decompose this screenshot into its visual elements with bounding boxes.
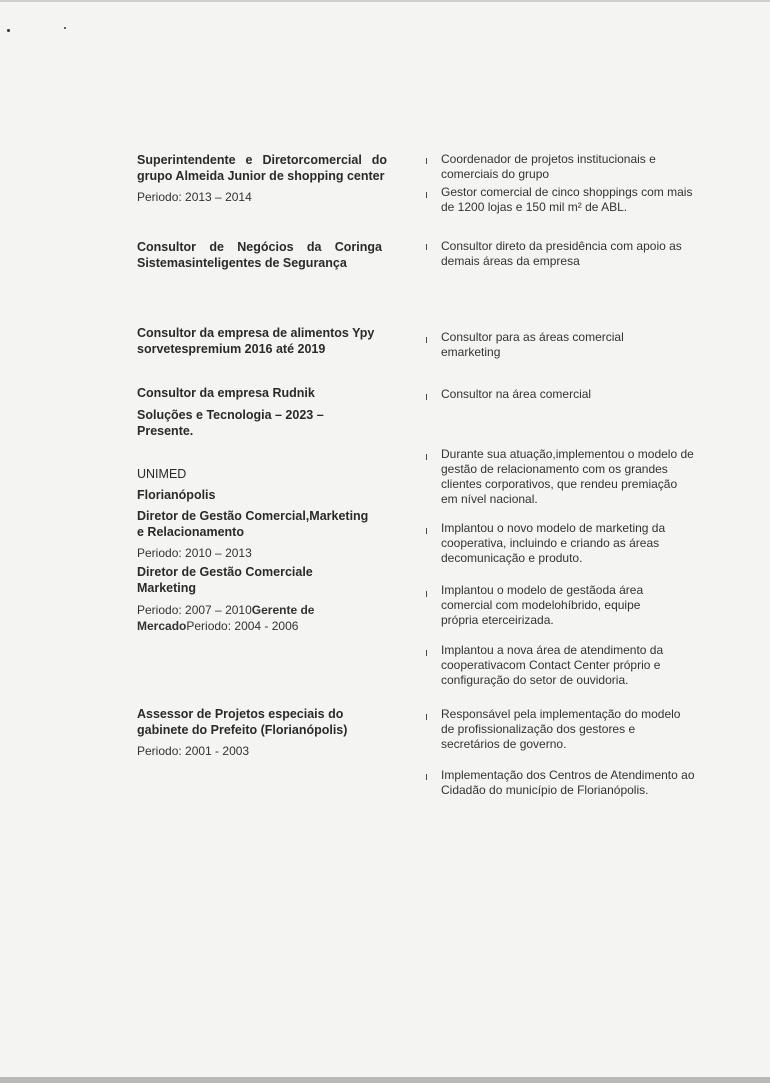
bullet-item: Consultor direto da presidência com apoio as demais áreas da empresa (441, 239, 682, 268)
bullet: ı (425, 711, 429, 723)
bullet-item: Coordenador de projetos institucionais e comerciais do grupo (441, 152, 656, 181)
scan-speck (7, 29, 10, 32)
bullet: ı (425, 647, 429, 659)
bullet-item: Responsável pela implementação do modelo de profissionalização dos gestores e secretários de governo. (441, 707, 681, 751)
org-city: Florianópolis (137, 488, 216, 502)
bullet-item: Implantou o modelo de gestãoda área comercial com modelohíbrido, equipe própria eterceirizada. (441, 583, 644, 627)
bullet: ı (425, 189, 429, 201)
role-title: Diretor de Gestão Comercial,Marketing e Relacionamento (137, 509, 369, 539)
bullet-item: Consultor na área comercial (441, 387, 592, 401)
job-almeida-junior (137, 152, 387, 204)
bullet: ı (425, 241, 429, 253)
role-period: Periodo: 2010 – 2013 (137, 546, 252, 560)
job-rudnik (137, 385, 357, 439)
job-coringa (137, 239, 382, 271)
org-name: UNIMED (137, 467, 187, 481)
bullet: ı (425, 588, 429, 600)
job-period: Periodo: 2001 - 2003 (137, 744, 250, 758)
job-title: Assessor de Projetos especiais do gabinete do Prefeito (Florianópolis) (137, 707, 348, 737)
bullet: ı (425, 391, 429, 403)
role-title: Diretor de Gestão Comerciale Marketing (137, 565, 313, 595)
bullet-item: Implantou a nova área de atendimento da cooperativacom Contact Center próprio e configuração do setor de ouvidoria. (441, 643, 664, 687)
role-period: Periodo: 2007 – 2010 (137, 603, 252, 617)
job-title: Consultor da empresa de alimentos Ypy sorvetespremium 2016 até 2019 (137, 326, 375, 356)
bullet: ı (425, 771, 429, 783)
bullet-item: Implantou o novo modelo de marketing da cooperativa, incluindo e criando as áreas decomunicação e produto. (441, 521, 666, 565)
job-title: Consultor da empresa Rudnik (137, 386, 315, 400)
scan-speck (64, 27, 66, 29)
bullet-item: Consultor para as áreas comercial emarketing (441, 330, 624, 359)
role-period: Periodo: 2004 - 2006 (186, 619, 299, 633)
job-subtitle: Soluções e Tecnologia – 2023 – Presente. (137, 408, 324, 438)
job-title: Consultor de Negócios da Coringa Sistemasinteligentes de Segurança (137, 240, 382, 270)
bullet-item: Implementação dos Centros de Atendimento ao Cidadão do município de Florianópolis. (441, 768, 695, 797)
job-title: Superintendente e Diretorcomercial do grupo Almeida Junior de shopping center (137, 153, 387, 183)
job-ypy (137, 325, 387, 357)
job-period: Periodo: 2013 – 2014 (137, 190, 252, 204)
job-prefeitura (137, 706, 367, 758)
bullet-item: Durante sua atuação,implementou o modelo de gestão de relacionamento com os grandes clientes corporativos, que rendeu premiação em nível nacional. (441, 447, 694, 506)
bullet: ı (425, 525, 429, 537)
bullet: ı (425, 155, 429, 167)
bullet: ı (425, 451, 429, 463)
bullet: ı (425, 334, 429, 346)
role-title: Gerente de Mercado (137, 603, 315, 633)
job-unimed (137, 466, 372, 634)
role-period-line (137, 602, 372, 634)
bullet-item: Gestor comercial de cinco shoppings com mais de 1200 lojas e 150 mil m² de ABL. (441, 185, 693, 214)
